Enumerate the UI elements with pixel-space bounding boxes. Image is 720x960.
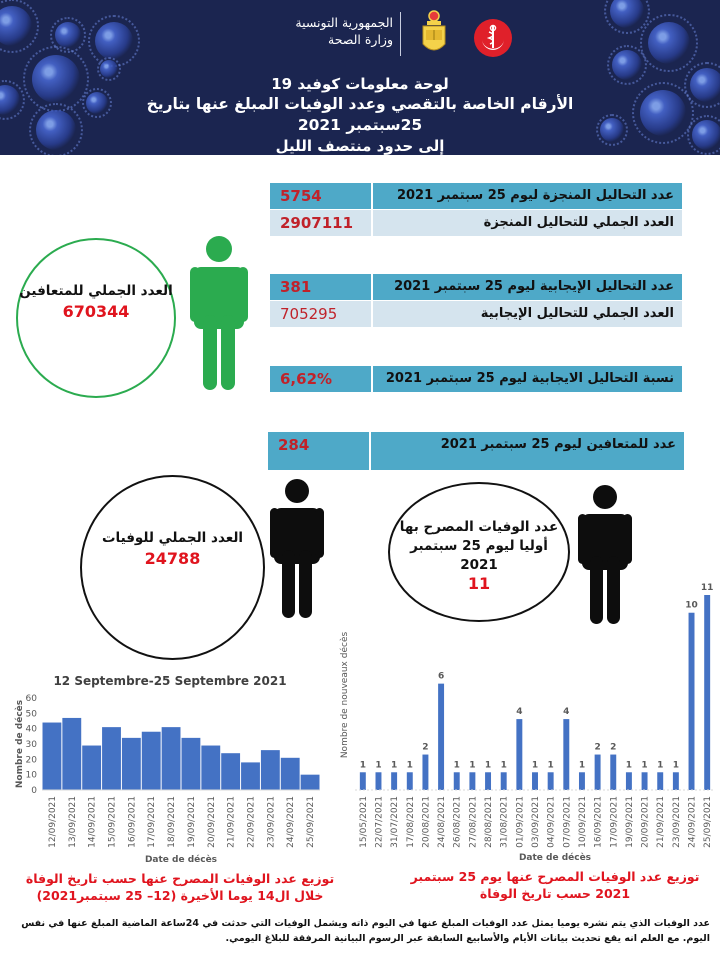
chart1-bar: [122, 738, 141, 790]
chart2-bar: [626, 772, 632, 790]
chart2-xtick-label: 03/09/2021: [531, 796, 541, 848]
chart1-xtick-label: 21/09/2021: [226, 796, 237, 848]
chart2-xtick-label: 07/09/2021: [562, 796, 573, 848]
chart2-data-label: 2: [610, 742, 617, 753]
deaths-day-value: 11: [467, 574, 491, 593]
chart1-bar: [142, 732, 161, 790]
title-line3: إلى حدود منتصف الليل: [275, 137, 445, 155]
chart2-xtick-label: 20/08/2021: [421, 796, 432, 848]
virus-decoration-icon: [55, 22, 81, 48]
chart1-xtick-label: 17/09/2021: [147, 796, 158, 848]
positivity-rate-value: 6,62%: [270, 366, 373, 392]
positive-total-label: العدد الجملي للتحاليل الإيجابية: [480, 306, 674, 321]
virus-decoration-icon: [612, 50, 642, 80]
chart1-bar: [261, 750, 280, 790]
chart2-bar: [360, 772, 366, 790]
chart2-bar: [485, 772, 491, 790]
chart2-bar: [689, 613, 695, 790]
virus-decoration-icon: [648, 22, 690, 64]
chart1-bar: [201, 746, 220, 790]
recovered-total-circle: [16, 238, 176, 398]
chart1-ytick-label: 50: [25, 709, 37, 720]
chart2-xtick-label: 19/09/2021: [624, 796, 635, 848]
chart2-xtick-label: 31/07/2021: [390, 796, 401, 848]
chart2-data-label: 6: [437, 671, 445, 682]
chart2-caption: توزيع عدد الوفيات المصرح عنها يوم 25 سبتمبر 2021 حسب تاريخ الوفاة: [410, 869, 700, 901]
stat-row-positive-day: [270, 274, 682, 300]
chart2-bar: [657, 772, 663, 790]
chart2-data-label: 2: [422, 742, 429, 753]
stat-row-positivity-rate: [270, 366, 682, 392]
chart2-bar: [563, 719, 569, 790]
title-line2: الأرقام الخاصة بالتقصي وعدد الوفيات المبلغ عنها بتاريخ 25سبتمبر 2021: [146, 95, 574, 134]
virus-decoration-icon: [692, 120, 720, 150]
chart2-xtick-label: 31/08/2021: [499, 796, 510, 848]
chart2-bar: [469, 772, 475, 790]
chart2-data-label: 1: [390, 760, 398, 771]
chart1-xtick-label: 25/09/2021: [306, 796, 317, 848]
chart2-data-label: 2: [594, 742, 601, 753]
person-black-icon: [270, 478, 324, 618]
recovered-total-value: 670344: [62, 302, 130, 321]
chart2-data-label: 1: [469, 760, 476, 771]
chart2-xlabel: Date de décès: [518, 853, 592, 863]
virus-decoration-icon: [0, 6, 32, 46]
chart2-bar: [438, 684, 444, 790]
red-crescent-icon: [473, 18, 513, 58]
chart2-data-label: 1: [484, 760, 492, 771]
chart2-bar: [391, 772, 397, 790]
chart1-bar: [281, 758, 300, 790]
virus-decoration-icon: [95, 22, 133, 60]
stat-row-positive-total: [270, 301, 682, 327]
chart2-data-label: 1: [625, 760, 633, 771]
page-title: [110, 74, 610, 155]
chart1-bar: [241, 762, 260, 790]
chart2-data-label: 10: [685, 600, 698, 611]
chart2-data-label: 1: [531, 760, 539, 771]
chart2-data-label: 4: [563, 707, 570, 718]
chart2-data-label: 1: [359, 760, 366, 771]
tests-day-label: عدد التحاليل المنجزة ليوم 25 سبتمبر 2021: [396, 188, 674, 203]
chart1-bar: [82, 746, 101, 790]
tests-total-value: 2907111: [270, 210, 373, 236]
title-line1: لوحة معلومات كوفيد 19: [271, 75, 449, 93]
chart2-data-label: 11: [700, 583, 714, 593]
chart2-bar: [516, 719, 522, 790]
chart2-bar: [579, 772, 585, 790]
chart2-bar: [673, 772, 679, 790]
chart1-ytick-label: 30: [25, 740, 37, 750]
positive-day-value: 381: [270, 274, 373, 300]
chart2-xtick-label: 04/09/2021: [546, 796, 557, 848]
recovered-day-value: 284: [268, 432, 371, 470]
ministry-logo-block: [290, 8, 520, 58]
chart1-xtick-label: 14/09/2021: [87, 796, 98, 848]
chart2-data-label: 1: [578, 760, 586, 771]
chart1-title: 12 Septembre-25 Septembre 2021: [53, 674, 287, 688]
chart1-ytick-label: 60: [25, 694, 37, 704]
chart1-bar: [162, 727, 181, 790]
chart2-data-label: 1: [547, 760, 554, 771]
chart2-xtick-label: 16/09/2021: [593, 796, 604, 848]
person-green-icon: [190, 235, 248, 390]
chart2-data-label: 1: [672, 760, 680, 771]
positivity-rate-label: نسبة التحاليل الايجابية ليوم 25 سبتمبر 2021: [385, 371, 674, 386]
virus-decoration-icon: [86, 92, 108, 114]
chart2-data-label: 1: [657, 760, 664, 771]
chart1-ytick-label: 10: [25, 770, 37, 781]
chart2-xtick-label: 21/09/2021: [656, 796, 667, 848]
deaths-total-value: 24788: [144, 549, 201, 568]
deaths-total-label: العدد الجملي للوفيات: [101, 530, 244, 546]
stat-row-recovered-day: [268, 432, 684, 470]
chart2-data-label: 1: [406, 760, 413, 771]
deaths-day-label-line1: عدد الوفيات المصرح بها: [399, 519, 559, 535]
chart2-data-label: 1: [641, 760, 648, 771]
recovered-day-label: عدد للمتعافين ليوم 25 سبتمبر 2021: [440, 437, 676, 452]
chart2-data-label: 1: [375, 760, 382, 771]
chart2-data-label: 1: [453, 760, 460, 771]
chart2-bar: [610, 755, 616, 790]
virus-decoration-icon: [640, 90, 686, 136]
chart1-xtick-label: 24/09/2021: [286, 796, 297, 848]
ministry-line2: وزارة الصحة: [328, 32, 393, 47]
tunisia-coat-of-arms-icon: [420, 10, 448, 56]
ministry-line1: الجمهورية التونسية: [295, 15, 393, 30]
chart2-bar: [595, 755, 601, 790]
chart2-bar: [704, 595, 710, 790]
chart1-xtick-label: 23/09/2021: [266, 796, 277, 848]
positive-day-label: عدد التحاليل الإيجابية ليوم 25 سبتمبر 2021: [394, 279, 674, 294]
chart2-deaths-by-date: [335, 570, 720, 865]
chart1-bar: [62, 718, 81, 790]
chart2-xtick-label: 17/08/2021: [405, 796, 416, 848]
tests-total-label: العدد الجملي للتحاليل المنجزة: [483, 215, 674, 230]
chart1-deaths-14-days: [10, 690, 330, 870]
chart1-bar: [301, 775, 320, 790]
chart2-bar: [454, 772, 460, 790]
virus-decoration-icon: [690, 68, 720, 102]
ministry-name: [295, 14, 393, 48]
footnote: عدد الوفيات الذي يتم نشره يوميا يمثل عدد الوفيات المبلغ عنها في اليوم ذاته ويشمل الوفيات التي حدثت في 24ساعة الماضية المبلغ عنها في نفس اليوم. مع العلم انه يقع تحديث بيانات الأيام والأسابيع السابقة عبر الرسوم البيانية المرفقة للبلاغ اليومي.: [21, 918, 710, 944]
chart1-xtick-label: 19/09/2021: [186, 796, 197, 848]
chart2-xtick-label: 27/08/2021: [468, 796, 479, 848]
chart2-xtick-label: 23/09/2021: [671, 796, 682, 848]
virus-decoration-icon: [610, 0, 644, 28]
chart2-data-label: 1: [500, 760, 507, 771]
recovered-total-label: العدد الجملي للمتعافين: [19, 283, 173, 299]
stat-row-tests-day: [270, 183, 682, 209]
chart2-ylabel: Nombre de nouveaux décès: [340, 631, 350, 759]
chart1-bar: [102, 727, 121, 790]
chart2-xtick-label: 24/08/2021: [437, 796, 448, 848]
chart1-ytick-label: 0: [31, 786, 37, 796]
virus-decoration-icon: [32, 55, 80, 103]
chart1-xtick-label: 20/09/2021: [206, 796, 217, 848]
chart2-xtick-label: 22/07/2021: [374, 796, 385, 848]
stat-row-tests-total: [270, 210, 682, 236]
deaths-day-label-line2: أوليا ليوم 25 سبتمبر: [410, 538, 548, 554]
virus-decoration-icon: [0, 85, 20, 115]
chart1-bar: [221, 753, 240, 790]
chart1-bar: [182, 738, 201, 790]
header-banner: [0, 0, 720, 155]
chart2-bar: [376, 772, 382, 790]
chart2-xtick-label: 10/09/2021: [577, 796, 588, 848]
chart2-bar: [532, 772, 538, 790]
chart1-ylabel: Nombre de décès: [15, 699, 25, 789]
virus-decoration-icon: [36, 110, 76, 150]
chart1-xtick-label: 15/09/2021: [107, 796, 118, 848]
chart2-xtick-label: 28/08/2021: [484, 796, 495, 848]
chart2-bar: [642, 772, 648, 790]
chart2-xtick-label: 17/09/2021: [609, 796, 620, 848]
chart1-caption: توزيع عدد الوفيات المصرح عنها حسب تاريخ الوفاة خلال ال14 يوما الأخيرة (12– 25 سبتمبر2021): [25, 871, 335, 903]
chart1-xtick-label: 12/09/2021: [47, 796, 58, 848]
chart2-xtick-label: 25/09/2021: [703, 796, 714, 848]
chart2-xtick-label: 15/05/2021: [358, 796, 369, 848]
chart2-bar: [407, 772, 413, 790]
chart1-ytick-label: 20: [25, 755, 37, 766]
chart2-data-label: 4: [516, 707, 523, 718]
chart2-xtick-label: 24/09/2021: [687, 796, 698, 848]
chart1-xtick-label: 18/09/2021: [167, 796, 178, 848]
deaths-total-circle: [80, 475, 265, 660]
chart1-xtick-label: 22/09/2021: [246, 796, 257, 848]
chart2-xtick-label: 20/09/2021: [640, 796, 651, 848]
chart1-xtick-label: 16/09/2021: [127, 796, 138, 848]
chart2-xtick-label: 26/08/2021: [452, 796, 463, 848]
deaths-day-label-line3: 2021: [460, 557, 498, 573]
chart2-bar: [422, 755, 428, 790]
chart2-xtick-label: 01/09/2021: [515, 796, 526, 848]
chart1-xlabel: Date de décès: [144, 855, 218, 865]
positive-total-value: 705295: [270, 301, 373, 327]
chart1-bar: [43, 723, 62, 790]
chart1-ytick-label: 40: [25, 724, 37, 735]
chart2-bar: [501, 772, 507, 790]
chart2-bar: [548, 772, 554, 790]
tests-day-value: 5754: [270, 183, 373, 209]
chart1-xtick-label: 13/09/2021: [67, 796, 78, 848]
logo-divider: [400, 12, 401, 56]
